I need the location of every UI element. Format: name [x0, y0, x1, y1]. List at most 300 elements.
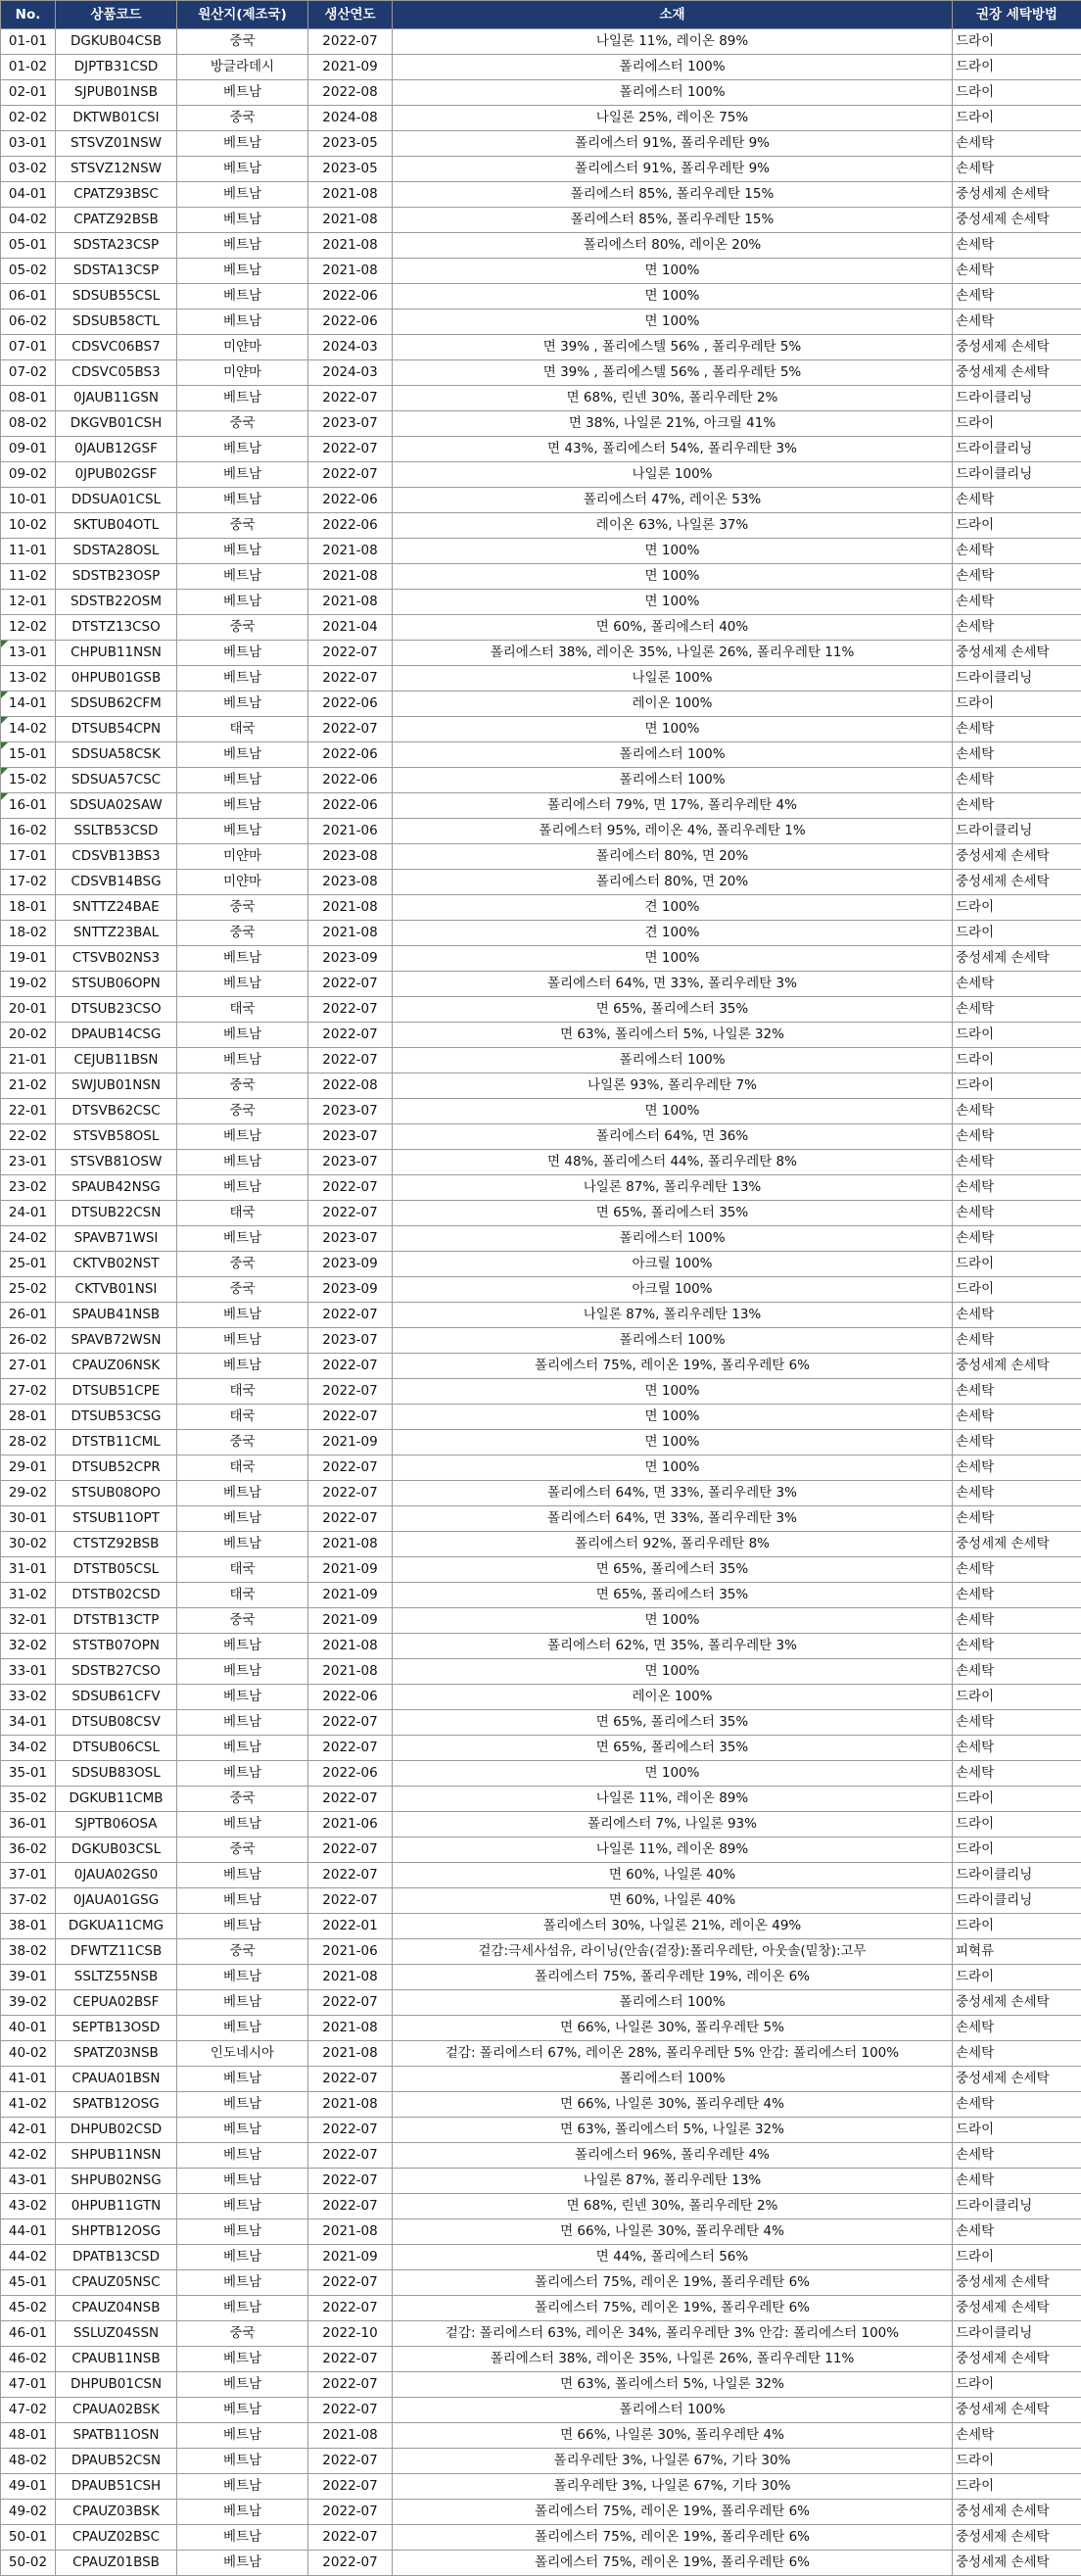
cell-material: 폴리에스터 100% [393, 1328, 953, 1354]
cell-origin: 베트남 [177, 233, 308, 259]
cell-material: 면 63%, 폴리에스터 5%, 나일론 32% [393, 2118, 953, 2143]
cell-origin: 중국 [177, 895, 308, 921]
cell-material: 폴리에스터 75%, 레이온 19%, 폴리우레탄 6% [393, 1354, 953, 1379]
cell-origin: 중국 [177, 1430, 308, 1455]
cell-material: 폴리에스터 47%, 레이온 53% [393, 488, 953, 513]
table-row [1, 106, 1081, 131]
cell-production-year: 2022-07 [308, 2525, 393, 2551]
cell-product-code: SDSUA58CSK [56, 742, 177, 768]
cell-product-code: SDSTA28OSL [56, 539, 177, 564]
cell-wash-method: 중성세제 손세탁 [953, 2067, 1081, 2092]
cell-wash-method: 손세탁 [953, 2143, 1081, 2169]
cell-material: 폴리에스터 80%, 면 20% [393, 844, 953, 870]
cell-wash-method: 드라이 [953, 1965, 1081, 1990]
table-row [1, 513, 1081, 539]
cell-origin: 베트남 [177, 1506, 308, 1532]
cell-origin: 베트남 [177, 1150, 308, 1175]
cell-material: 면 65%, 폴리에스터 35% [393, 1201, 953, 1226]
cell-production-year: 2022-07 [308, 1787, 393, 1812]
cell-origin: 베트남 [177, 1761, 308, 1787]
table-row [1, 2372, 1081, 2398]
cell-wash-method: 중성세제 손세탁 [953, 641, 1081, 666]
cell-material: 폴리에스터 85%, 폴리우레탄 15% [393, 208, 953, 233]
cell-origin: 중국 [177, 1099, 308, 1124]
cell-origin: 중국 [177, 1837, 308, 1863]
cell-no: 46-02 [1, 2347, 56, 2372]
cell-no: 38-01 [1, 1914, 56, 1939]
cell-no: 47-02 [1, 2398, 56, 2423]
cell-material: 폴리에스터 100% [393, 768, 953, 793]
cell-wash-method: 손세탁 [953, 793, 1081, 819]
cell-wash-method: 중성세제 손세탁 [953, 2347, 1081, 2372]
cell-origin: 베트남 [177, 1685, 308, 1710]
table-row [1, 895, 1081, 921]
table-row [1, 29, 1081, 55]
cell-origin: 인도네시아 [177, 2041, 308, 2067]
cell-material: 폴리에스터 79%, 면 17%, 폴리우레탄 4% [393, 793, 953, 819]
cell-origin: 베트남 [177, 80, 308, 106]
cell-material: 면 100% [393, 1608, 953, 1634]
cell-wash-method: 중성세제 손세탁 [953, 2270, 1081, 2296]
cell-production-year: 2022-07 [308, 2500, 393, 2525]
cell-product-code: DGKUB04CSB [56, 29, 177, 55]
cell-production-year: 2023-07 [308, 1150, 393, 1175]
cell-origin: 태국 [177, 1201, 308, 1226]
cell-product-code: SPAVB72WSN [56, 1328, 177, 1354]
header-wash-method: 권장 세탁방법 [953, 1, 1081, 29]
cell-origin: 미얀마 [177, 870, 308, 895]
table-row [1, 1863, 1081, 1888]
cell-origin: 태국 [177, 1583, 308, 1608]
cell-product-code: CDSVB14BSG [56, 870, 177, 895]
table-row [1, 1837, 1081, 1863]
cell-product-code: SDSUB61CFV [56, 1685, 177, 1710]
table-row [1, 2016, 1081, 2041]
cell-wash-method: 중성세제 손세탁 [953, 2551, 1081, 2576]
cell-no: 30-02 [1, 1532, 56, 1557]
cell-production-year: 2022-07 [308, 997, 393, 1023]
cell-wash-method: 손세탁 [953, 1506, 1081, 1532]
table-row [1, 1201, 1081, 1226]
cell-material: 폴리에스터 64%, 면 33%, 폴리우레탄 3% [393, 972, 953, 997]
cell-wash-method: 드라이클리닝 [953, 462, 1081, 488]
table-row [1, 539, 1081, 564]
cell-no: 33-01 [1, 1659, 56, 1685]
cell-origin: 베트남 [177, 1710, 308, 1736]
cell-wash-method: 손세탁 [953, 717, 1081, 742]
table-row [1, 1277, 1081, 1303]
cell-wash-method: 손세탁 [953, 1583, 1081, 1608]
cell-origin: 중국 [177, 29, 308, 55]
cell-origin: 베트남 [177, 208, 308, 233]
cell-wash-method: 손세탁 [953, 564, 1081, 590]
table-row [1, 1226, 1081, 1252]
cell-origin: 베트남 [177, 2398, 308, 2423]
cell-wash-method: 중성세제 손세탁 [953, 335, 1081, 360]
cell-material: 면 38%, 나일론 21%, 아크릴 41% [393, 411, 953, 437]
cell-no: 05-01 [1, 233, 56, 259]
cell-origin: 베트남 [177, 1965, 308, 1990]
cell-product-code: CTSTZ92BSB [56, 1532, 177, 1557]
cell-production-year: 2022-06 [308, 284, 393, 310]
cell-production-year: 2022-07 [308, 1455, 393, 1481]
cell-wash-method: 손세탁 [953, 1150, 1081, 1175]
cell-product-code: CPAUZ02BSC [56, 2525, 177, 2551]
table-row [1, 666, 1081, 692]
cell-origin: 베트남 [177, 2372, 308, 2398]
table-row [1, 1506, 1081, 1532]
cell-no: 29-02 [1, 1481, 56, 1506]
cell-wash-method: 중성세제 손세탁 [953, 1990, 1081, 2016]
cell-material: 폴리에스터 100% [393, 1226, 953, 1252]
cell-origin: 베트남 [177, 2143, 308, 2169]
table-row [1, 131, 1081, 157]
cell-no: 12-01 [1, 590, 56, 615]
cell-material: 면 100% [393, 946, 953, 972]
table-row [1, 1710, 1081, 1736]
table-row [1, 1430, 1081, 1455]
cell-material: 면 63%, 폴리에스터 5%, 나일론 32% [393, 1023, 953, 1048]
cell-production-year: 2021-08 [308, 1965, 393, 1990]
cell-production-year: 2024-03 [308, 360, 393, 386]
cell-product-code: SSLUZ04SSN [56, 2321, 177, 2347]
cell-material: 폴리에스터 80%, 레이온 20% [393, 233, 953, 259]
cell-material: 폴리에스터 92%, 폴리우레탄 8% [393, 1532, 953, 1557]
cell-material: 면 100% [393, 1659, 953, 1685]
cell-product-code: DTSUB53CSG [56, 1405, 177, 1430]
cell-product-code: DHPUB01CSN [56, 2372, 177, 2398]
cell-wash-method: 손세탁 [953, 972, 1081, 997]
cell-origin: 중국 [177, 921, 308, 946]
cell-product-code: CTSVB02NS3 [56, 946, 177, 972]
cell-production-year: 2021-08 [308, 2092, 393, 2118]
table-row [1, 2143, 1081, 2169]
cell-origin: 베트남 [177, 1888, 308, 1914]
cell-wash-method: 손세탁 [953, 1201, 1081, 1226]
cell-product-code: 0JAUA01GSG [56, 1888, 177, 1914]
cell-no: 26-01 [1, 1303, 56, 1328]
cell-production-year: 2023-08 [308, 870, 393, 895]
cell-no: 25-02 [1, 1277, 56, 1303]
table-row [1, 1532, 1081, 1557]
cell-wash-method: 손세탁 [953, 1455, 1081, 1481]
cell-no: 02-01 [1, 80, 56, 106]
cell-no: 18-01 [1, 895, 56, 921]
cell-origin: 베트남 [177, 692, 308, 717]
cell-wash-method: 드라이 [953, 1837, 1081, 1863]
cell-production-year: 2022-07 [308, 2372, 393, 2398]
cell-no: 04-02 [1, 208, 56, 233]
table-row [1, 870, 1081, 895]
cell-product-code: SPAUB41NSB [56, 1303, 177, 1328]
cell-production-year: 2022-07 [308, 437, 393, 462]
cell-material: 폴리우레탄 3%, 나일론 67%, 기타 30% [393, 2474, 953, 2500]
table-row [1, 844, 1081, 870]
cell-no: 06-01 [1, 284, 56, 310]
cell-product-code: SDSUB55CSL [56, 284, 177, 310]
cell-production-year: 2021-09 [308, 1557, 393, 1583]
cell-material: 나일론 100% [393, 462, 953, 488]
table-row [1, 641, 1081, 666]
cell-material: 면 66%, 나일론 30%, 폴리우레탄 4% [393, 2092, 953, 2118]
cell-production-year: 2023-07 [308, 1099, 393, 1124]
cell-wash-method: 손세탁 [953, 1634, 1081, 1659]
cell-no: 08-02 [1, 411, 56, 437]
cell-wash-method: 손세탁 [953, 1099, 1081, 1124]
cell-production-year: 2022-06 [308, 692, 393, 717]
cell-no: 32-02 [1, 1634, 56, 1659]
cell-production-year: 2021-06 [308, 819, 393, 844]
table-row [1, 1608, 1081, 1634]
cell-origin: 베트남 [177, 1023, 308, 1048]
cell-origin: 태국 [177, 1379, 308, 1405]
cell-wash-method: 드라이 [953, 411, 1081, 437]
cell-wash-method: 드라이 [953, 1073, 1081, 1099]
cell-material: 면 65%, 폴리에스터 35% [393, 1557, 953, 1583]
cell-production-year: 2022-07 [308, 1990, 393, 2016]
cell-material: 면 48%, 폴리에스터 44%, 폴리우레탄 8% [393, 1150, 953, 1175]
cell-product-code: SPAVB71WSI [56, 1226, 177, 1252]
cell-no: 41-02 [1, 2092, 56, 2118]
cell-material: 면 66%, 나일론 30%, 폴리우레탄 4% [393, 2423, 953, 2449]
cell-origin: 베트남 [177, 1226, 308, 1252]
cell-material: 레이온 100% [393, 692, 953, 717]
cell-production-year: 2022-07 [308, 1837, 393, 1863]
cell-no: 23-01 [1, 1150, 56, 1175]
table-row [1, 1150, 1081, 1175]
table-row [1, 284, 1081, 310]
cell-material: 면 60%, 폴리에스터 40% [393, 615, 953, 641]
cell-origin: 베트남 [177, 2500, 308, 2525]
header-row [1, 1, 1081, 29]
cell-wash-method: 손세탁 [953, 233, 1081, 259]
cell-production-year: 2022-07 [308, 641, 393, 666]
cell-product-code: STSVZ12NSW [56, 157, 177, 182]
cell-no: 19-02 [1, 972, 56, 997]
cell-material: 면 100% [393, 1099, 953, 1124]
cell-material: 면 100% [393, 1455, 953, 1481]
cell-origin: 베트남 [177, 2092, 308, 2118]
cell-material: 면 68%, 린넨 30%, 폴리우레탄 2% [393, 386, 953, 411]
cell-wash-method: 드라이 [953, 2474, 1081, 2500]
cell-production-year: 2021-08 [308, 2016, 393, 2041]
cell-origin: 베트남 [177, 2347, 308, 2372]
cell-production-year: 2021-08 [308, 182, 393, 208]
cell-material: 폴리에스터 75%, 레이온 19%, 폴리우레탄 6% [393, 2296, 953, 2321]
cell-product-code: DTSUB23CSO [56, 997, 177, 1023]
cell-product-code: DTSTB13CTP [56, 1608, 177, 1634]
cell-wash-method: 손세탁 [953, 768, 1081, 793]
cell-origin: 베트남 [177, 2296, 308, 2321]
cell-wash-method: 드라이클리닝 [953, 666, 1081, 692]
cell-origin: 중국 [177, 1073, 308, 1099]
cell-production-year: 2023-09 [308, 946, 393, 972]
table-row [1, 2449, 1081, 2474]
cell-no: 07-01 [1, 335, 56, 360]
table-row [1, 2347, 1081, 2372]
cell-material: 레이온 100% [393, 1685, 953, 1710]
cell-production-year: 2022-10 [308, 2321, 393, 2347]
cell-origin: 중국 [177, 615, 308, 641]
cell-wash-method: 손세탁 [953, 615, 1081, 641]
cell-product-code: CDSVC05BS3 [56, 360, 177, 386]
cell-product-code: CPAUB11NSB [56, 2347, 177, 2372]
cell-production-year: 2022-06 [308, 1761, 393, 1787]
cell-no: 13-02 [1, 666, 56, 692]
cell-no: 28-02 [1, 1430, 56, 1455]
cell-origin: 중국 [177, 1787, 308, 1812]
cell-production-year: 2021-08 [308, 2423, 393, 2449]
table-row [1, 2270, 1081, 2296]
cell-origin: 베트남 [177, 1736, 308, 1761]
cell-production-year: 2021-08 [308, 233, 393, 259]
cell-material: 레이온 63%, 나일론 37% [393, 513, 953, 539]
cell-no: 24-02 [1, 1226, 56, 1252]
cell-product-code: STSVZ01NSW [56, 131, 177, 157]
cell-no: 11-01 [1, 539, 56, 564]
cell-wash-method: 손세탁 [953, 2016, 1081, 2041]
table-row [1, 1787, 1081, 1812]
cell-wash-method: 드라이 [953, 513, 1081, 539]
cell-origin: 베트남 [177, 1328, 308, 1354]
cell-origin: 베트남 [177, 641, 308, 666]
cell-product-code: DDSUA01CSL [56, 488, 177, 513]
cell-no: 06-02 [1, 310, 56, 335]
cell-origin: 베트남 [177, 488, 308, 513]
cell-production-year: 2021-08 [308, 564, 393, 590]
cell-material: 폴리에스터 100% [393, 80, 953, 106]
cell-origin: 중국 [177, 106, 308, 131]
cell-wash-method: 중성세제 손세탁 [953, 844, 1081, 870]
cell-product-code: SWJUB01NSN [56, 1073, 177, 1099]
cell-product-code: SKTUB04OTL [56, 513, 177, 539]
cell-origin: 베트남 [177, 2423, 308, 2449]
cell-product-code: CPAUZ01BSB [56, 2551, 177, 2576]
cell-material: 나일론 11%, 레이온 89% [393, 29, 953, 55]
cell-material: 면 100% [393, 539, 953, 564]
cell-product-code: DJPTB31CSD [56, 55, 177, 80]
cell-material: 면 65%, 폴리에스터 35% [393, 1736, 953, 1761]
table-row [1, 742, 1081, 768]
cell-production-year: 2022-07 [308, 717, 393, 742]
cell-product-code: DTSTB02CSD [56, 1583, 177, 1608]
cell-no: 26-02 [1, 1328, 56, 1354]
cell-no: 17-02 [1, 870, 56, 895]
cell-production-year: 2022-07 [308, 1481, 393, 1506]
cell-origin: 베트남 [177, 2016, 308, 2041]
table-row [1, 233, 1081, 259]
cell-wash-method: 드라이 [953, 895, 1081, 921]
cell-origin: 베트남 [177, 2194, 308, 2219]
cell-wash-method: 드라이클리닝 [953, 386, 1081, 411]
cell-product-code: DTSUB52CPR [56, 1455, 177, 1481]
table-row [1, 1303, 1081, 1328]
cell-product-code: CKTVB01NSI [56, 1277, 177, 1303]
cell-no: 48-02 [1, 2449, 56, 2474]
cell-no: 10-02 [1, 513, 56, 539]
cell-production-year: 2021-06 [308, 1939, 393, 1965]
cell-origin: 베트남 [177, 2525, 308, 2551]
cell-wash-method: 드라이 [953, 1048, 1081, 1073]
cell-production-year: 2022-07 [308, 2474, 393, 2500]
cell-product-code: CPAUA02BSK [56, 2398, 177, 2423]
cell-production-year: 2021-08 [308, 921, 393, 946]
cell-product-code: SNTTZ23BAL [56, 921, 177, 946]
cell-wash-method: 손세탁 [953, 131, 1081, 157]
header-production-year: 생산연도 [308, 1, 393, 29]
cell-production-year: 2022-07 [308, 2551, 393, 2576]
cell-product-code: SHPUB11NSN [56, 2143, 177, 2169]
cell-wash-method: 드라이 [953, 1023, 1081, 1048]
table-row [1, 692, 1081, 717]
cell-material: 면 100% [393, 1405, 953, 1430]
cell-no: 46-01 [1, 2321, 56, 2347]
cell-no: 30-01 [1, 1506, 56, 1532]
cell-origin: 베트남 [177, 182, 308, 208]
cell-product-code: STSUB08OPO [56, 1481, 177, 1506]
cell-material: 폴리에스터 100% [393, 2398, 953, 2423]
cell-product-code: 0JPUB02GSF [56, 462, 177, 488]
cell-no: 16-02 [1, 819, 56, 844]
cell-origin: 중국 [177, 1277, 308, 1303]
cell-origin: 베트남 [177, 131, 308, 157]
cell-material: 면 63%, 폴리에스터 5%, 나일론 32% [393, 2372, 953, 2398]
cell-no: 04-01 [1, 182, 56, 208]
cell-material: 겉감: 폴리에스터 67%, 레이온 28%, 폴리우레탄 5% 안감: 폴리에스터 100% [393, 2041, 953, 2067]
cell-no: 31-01 [1, 1557, 56, 1583]
cell-material: 면 66%, 나일론 30%, 폴리우레탄 4% [393, 2219, 953, 2245]
table-row [1, 590, 1081, 615]
table-row [1, 1481, 1081, 1506]
cell-production-year: 2022-07 [308, 2118, 393, 2143]
cell-material: 면 60%, 나일론 40% [393, 1863, 953, 1888]
table-row [1, 1583, 1081, 1608]
cell-wash-method: 손세탁 [953, 590, 1081, 615]
cell-origin: 베트남 [177, 1812, 308, 1837]
cell-production-year: 2022-07 [308, 1863, 393, 1888]
cell-wash-method: 중성세제 손세탁 [953, 946, 1081, 972]
cell-product-code: SPATB11OSN [56, 2423, 177, 2449]
table-row [1, 2118, 1081, 2143]
cell-material: 면 65%, 폴리에스터 35% [393, 997, 953, 1023]
cell-wash-method: 중성세제 손세탁 [953, 360, 1081, 386]
cell-product-code: DTSUB08CSV [56, 1710, 177, 1736]
cell-material: 폴리에스터 100% [393, 2067, 953, 2092]
cell-material: 폴리에스터 75%, 레이온 19%, 폴리우레탄 6% [393, 2270, 953, 2296]
cell-product-code: SDSTA23CSP [56, 233, 177, 259]
cell-wash-method: 피혁류 [953, 1939, 1081, 1965]
cell-production-year: 2022-07 [308, 2270, 393, 2296]
cell-no: 01-01 [1, 29, 56, 55]
cell-material: 면 100% [393, 564, 953, 590]
cell-material: 폴리에스터 100% [393, 55, 953, 80]
cell-production-year: 2021-09 [308, 1430, 393, 1455]
cell-no: 44-01 [1, 2219, 56, 2245]
cell-production-year: 2022-06 [308, 513, 393, 539]
cell-wash-method: 손세탁 [953, 157, 1081, 182]
cell-material: 폴리에스터 95%, 레이온 4%, 폴리우레탄 1% [393, 819, 953, 844]
cell-wash-method: 중성세제 손세탁 [953, 1354, 1081, 1379]
cell-wash-method: 손세탁 [953, 1736, 1081, 1761]
cell-wash-method: 드라이클리닝 [953, 1888, 1081, 1914]
cell-product-code: DPAUB52CSN [56, 2449, 177, 2474]
cell-origin: 방글라데시 [177, 55, 308, 80]
cell-wash-method: 손세탁 [953, 1175, 1081, 1201]
cell-material: 면 100% [393, 1379, 953, 1405]
cell-material: 폴리에스터 91%, 폴리우레탄 9% [393, 131, 953, 157]
table-row [1, 1023, 1081, 1048]
cell-production-year: 2022-07 [308, 2347, 393, 2372]
